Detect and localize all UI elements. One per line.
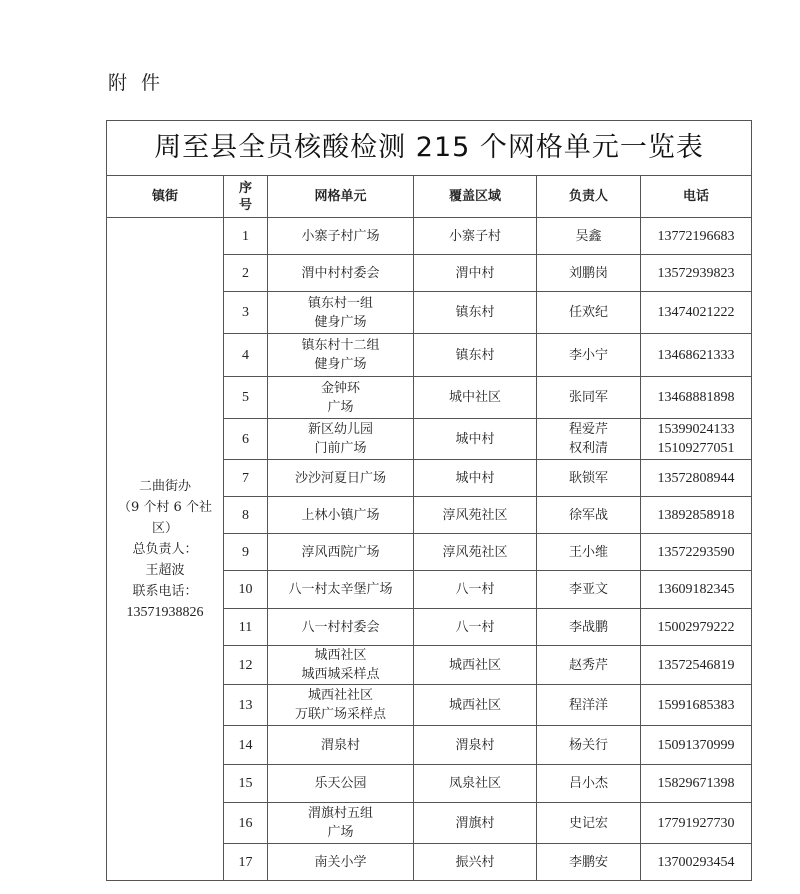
unit-cell-line1: 镇东村一组 bbox=[307, 295, 373, 311]
unit-cell bbox=[268, 685, 414, 726]
area-cell: 城中社区 bbox=[414, 377, 537, 419]
phone-cell bbox=[641, 844, 752, 881]
person-cell-line1: 耿锁军 bbox=[568, 470, 608, 486]
phone-cell-line2: 15109277051 bbox=[657, 441, 735, 456]
phone-cell-line1: 15829671398 bbox=[657, 776, 735, 791]
unit-cell bbox=[268, 803, 414, 844]
unit-cell-line1: 城西社社区 bbox=[307, 688, 373, 703]
seq-cell: 7 bbox=[224, 460, 268, 497]
header-area: 覆盖区域 bbox=[414, 176, 537, 218]
seq-cell: 4 bbox=[224, 334, 268, 377]
town-line6: 联系电话： bbox=[132, 583, 198, 599]
phone-cell-line1: 15002979222 bbox=[657, 619, 735, 635]
seq-cell: 14 bbox=[224, 726, 268, 765]
person-cell bbox=[537, 534, 641, 571]
unit-cell-line1: 金钟环 bbox=[320, 380, 360, 396]
phone-cell-line1: 13572546819 bbox=[657, 657, 735, 673]
area-cell: 镇东村 bbox=[414, 334, 537, 377]
unit-cell bbox=[268, 419, 414, 460]
person-cell-line1: 王小维 bbox=[568, 544, 608, 560]
person-cell bbox=[537, 571, 641, 609]
phone-cell-line1: 13892858918 bbox=[657, 507, 735, 523]
unit-cell bbox=[268, 255, 414, 292]
person-cell bbox=[537, 726, 641, 765]
unit-cell bbox=[268, 646, 414, 685]
unit-cell-line2: 健身广场 bbox=[314, 357, 367, 372]
person-cell bbox=[537, 609, 641, 646]
phone-cell bbox=[641, 377, 752, 419]
seq-cell: 6 bbox=[224, 419, 268, 460]
person-cell bbox=[537, 646, 641, 685]
phone-cell bbox=[641, 460, 752, 497]
seq-cell: 16 bbox=[224, 803, 268, 844]
person-cell-line1: 徐军战 bbox=[568, 507, 608, 523]
phone-cell-line1: 13572939823 bbox=[657, 265, 735, 281]
unit-cell-line1: 新区幼儿园 bbox=[307, 422, 373, 437]
phone-cell-line1: 15091370999 bbox=[657, 737, 735, 753]
phone-cell bbox=[641, 497, 752, 534]
person-cell-line1: 李小宁 bbox=[568, 347, 608, 363]
person-cell bbox=[537, 460, 641, 497]
table-header-row bbox=[107, 176, 752, 218]
unit-cell bbox=[268, 726, 414, 765]
town-line4: 总负责人： bbox=[132, 541, 198, 557]
table-title: 周至县全员核酸检测 215 个网格单元一览表 bbox=[107, 121, 752, 176]
unit-cell-line2: 健身广场 bbox=[314, 314, 367, 330]
person-cell-line1: 杨关行 bbox=[568, 737, 608, 753]
area-cell: 淳风苑社区 bbox=[414, 534, 537, 571]
phone-cell-line1: 13468621333 bbox=[657, 347, 735, 363]
header-seq-line2: 号 bbox=[238, 197, 252, 213]
seq-cell: 9 bbox=[224, 534, 268, 571]
phone-cell-line1: 17791927730 bbox=[657, 815, 735, 831]
unit-cell bbox=[268, 377, 414, 419]
seq-cell: 3 bbox=[224, 292, 268, 334]
unit-cell-line1: 渭中村村委会 bbox=[301, 265, 380, 281]
phone-cell-line1: 13700293454 bbox=[657, 854, 735, 870]
table-row bbox=[107, 218, 752, 255]
unit-cell-line1: 小寨子村广场 bbox=[301, 228, 380, 244]
person-cell-line1: 赵秀芹 bbox=[568, 657, 608, 673]
area-cell: 淳风苑社区 bbox=[414, 497, 537, 534]
unit-cell-line1: 渭旗村五组 bbox=[307, 806, 373, 821]
phone-cell-line1: 13572808944 bbox=[657, 470, 735, 486]
seq-cell: 11 bbox=[224, 609, 268, 646]
unit-cell bbox=[268, 497, 414, 534]
phone-cell bbox=[641, 765, 752, 803]
header-unit: 网格单元 bbox=[268, 176, 414, 218]
person-cell-line1: 李战鹏 bbox=[568, 619, 608, 635]
town-line3: 区） bbox=[151, 520, 178, 536]
unit-cell-line2: 广场 bbox=[327, 825, 354, 840]
person-cell bbox=[537, 377, 641, 419]
attachment-label: 附 件 bbox=[108, 72, 165, 94]
person-cell-line1: 李鹏安 bbox=[568, 854, 608, 870]
area-cell: 渭中村 bbox=[414, 255, 537, 292]
grid-unit-table bbox=[106, 120, 752, 881]
header-person: 负责人 bbox=[537, 176, 641, 218]
phone-cell bbox=[641, 292, 752, 334]
unit-cell-line1: 镇东村十二组 bbox=[301, 338, 380, 353]
person-cell-line1: 吴鑫 bbox=[575, 228, 602, 244]
person-cell-line2: 权利清 bbox=[568, 441, 608, 456]
phone-cell bbox=[641, 609, 752, 646]
phone-cell bbox=[641, 334, 752, 377]
person-cell-line1: 史记宏 bbox=[568, 815, 608, 831]
phone-cell bbox=[641, 218, 752, 255]
unit-cell bbox=[268, 765, 414, 803]
seq-cell: 10 bbox=[224, 571, 268, 609]
phone-cell bbox=[641, 803, 752, 844]
unit-cell bbox=[268, 534, 414, 571]
person-cell bbox=[537, 844, 641, 881]
area-cell: 八一村 bbox=[414, 609, 537, 646]
person-cell bbox=[537, 218, 641, 255]
person-cell-line1: 程洋洋 bbox=[568, 697, 608, 713]
seq-cell: 8 bbox=[224, 497, 268, 534]
area-cell: 振兴村 bbox=[414, 844, 537, 881]
phone-cell-line1: 13572293590 bbox=[657, 544, 735, 560]
town-cell bbox=[107, 218, 224, 881]
phone-cell bbox=[641, 726, 752, 765]
phone-cell-line1: 13609182345 bbox=[657, 582, 735, 597]
unit-cell-line2: 门前广场 bbox=[314, 441, 367, 456]
unit-cell bbox=[268, 292, 414, 334]
seq-cell: 13 bbox=[224, 685, 268, 726]
unit-cell-line2: 城西城采样点 bbox=[301, 667, 380, 682]
seq-cell: 1 bbox=[224, 218, 268, 255]
town-line1: 二曲街办 bbox=[138, 478, 191, 494]
phone-cell-line1: 13468881898 bbox=[657, 390, 735, 405]
area-cell: 城中村 bbox=[414, 419, 537, 460]
person-cell-line1: 任欢纪 bbox=[568, 305, 608, 320]
person-cell bbox=[537, 292, 641, 334]
town-line2: （9 个村 6 个社 bbox=[118, 499, 212, 515]
person-cell-line1: 李亚文 bbox=[568, 582, 608, 597]
unit-cell-line2: 广场 bbox=[327, 399, 354, 415]
person-cell-line1: 吕小杰 bbox=[568, 776, 608, 791]
unit-cell-line2: 万联广场采样点 bbox=[294, 707, 386, 722]
seq-cell: 5 bbox=[224, 377, 268, 419]
seq-cell: 12 bbox=[224, 646, 268, 685]
person-cell bbox=[537, 685, 641, 726]
unit-cell bbox=[268, 609, 414, 646]
area-cell: 凤泉社区 bbox=[414, 765, 537, 803]
seq-cell: 2 bbox=[224, 255, 268, 292]
town-line7: 13571938826 bbox=[126, 604, 204, 620]
header-phone: 电话 bbox=[641, 176, 752, 218]
unit-cell bbox=[268, 571, 414, 609]
unit-cell-line1: 南关小学 bbox=[314, 854, 367, 870]
area-cell: 城西社区 bbox=[414, 685, 537, 726]
header-seq bbox=[224, 176, 268, 218]
person-cell-line1: 张同军 bbox=[568, 390, 608, 405]
phone-cell bbox=[641, 255, 752, 292]
header-town: 镇街 bbox=[107, 176, 224, 218]
area-cell: 小寨子村 bbox=[414, 218, 537, 255]
phone-cell bbox=[641, 646, 752, 685]
phone-cell bbox=[641, 534, 752, 571]
person-cell bbox=[537, 255, 641, 292]
unit-cell-line1: 八一村村委会 bbox=[301, 619, 380, 635]
person-cell bbox=[537, 803, 641, 844]
area-cell: 渭泉村 bbox=[414, 726, 537, 765]
unit-cell-line1: 八一村太辛堡广场 bbox=[288, 582, 393, 597]
seq-cell: 15 bbox=[224, 765, 268, 803]
area-cell: 城西社区 bbox=[414, 646, 537, 685]
unit-cell-line1: 渭泉村 bbox=[320, 737, 360, 753]
person-cell bbox=[537, 419, 641, 460]
area-cell: 镇东村 bbox=[414, 292, 537, 334]
person-cell bbox=[537, 765, 641, 803]
area-cell: 渭旗村 bbox=[414, 803, 537, 844]
person-cell-line1: 程爱芹 bbox=[568, 422, 608, 437]
unit-cell-line1: 沙沙河夏日广场 bbox=[294, 470, 386, 486]
person-cell bbox=[537, 334, 641, 377]
town-line5: 王超波 bbox=[145, 562, 185, 578]
unit-cell bbox=[268, 844, 414, 881]
unit-cell-line1: 城西社区 bbox=[314, 648, 367, 663]
area-cell: 八一村 bbox=[414, 571, 537, 609]
phone-cell bbox=[641, 419, 752, 460]
unit-cell bbox=[268, 334, 414, 377]
phone-cell-line1: 13772196683 bbox=[657, 228, 735, 244]
unit-cell-line1: 乐天公园 bbox=[314, 776, 367, 791]
phone-cell-line1: 13474021222 bbox=[657, 305, 735, 320]
phone-cell bbox=[641, 685, 752, 726]
area-cell: 城中村 bbox=[414, 460, 537, 497]
unit-cell-line1: 淳风西院广场 bbox=[301, 544, 380, 560]
unit-cell-line1: 上林小镇广场 bbox=[301, 507, 380, 523]
person-cell-line1: 刘鹏岗 bbox=[568, 265, 608, 281]
phone-cell-line1: 15399024133 bbox=[657, 422, 735, 437]
unit-cell bbox=[268, 218, 414, 255]
unit-cell bbox=[268, 460, 414, 497]
phone-cell bbox=[641, 571, 752, 609]
phone-cell-line1: 15991685383 bbox=[657, 697, 735, 713]
seq-cell: 17 bbox=[224, 844, 268, 881]
header-seq-line1: 序 bbox=[238, 180, 252, 196]
person-cell bbox=[537, 497, 641, 534]
